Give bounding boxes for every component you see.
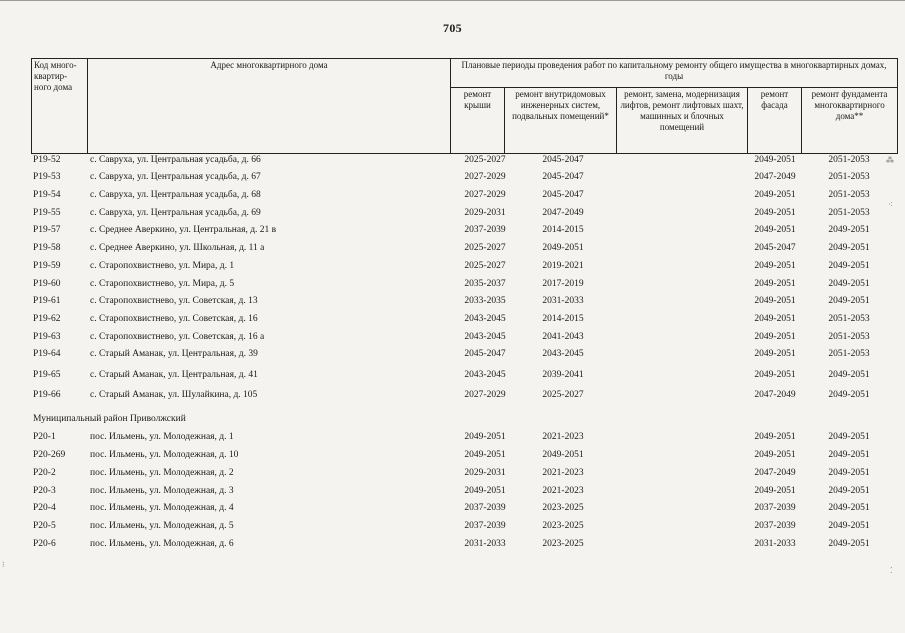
cell-roof: 2037-2039 bbox=[464, 503, 506, 513]
cell-code: Р19-64 bbox=[33, 349, 61, 359]
cell-facade: 2049-2051 bbox=[754, 261, 796, 271]
cell-facade: 2049-2051 bbox=[754, 486, 796, 496]
cell-address: с. Савруха, ул. Центральная усадьба, д. 69 bbox=[90, 208, 261, 218]
cell-roof: 2037-2039 bbox=[464, 521, 506, 531]
cell-foundation: 2049-2051 bbox=[828, 261, 870, 271]
scan-speck: ⁂ bbox=[886, 156, 894, 165]
cell-roof: 2043-2045 bbox=[464, 370, 506, 380]
cell-roof: 2029-2031 bbox=[464, 468, 506, 478]
cell-systems: 2045-2047 bbox=[542, 172, 584, 182]
cell-foundation: 2049-2051 bbox=[828, 390, 870, 400]
table-row bbox=[33, 349, 897, 362]
cell-systems: 2031-2033 bbox=[542, 296, 584, 306]
cell-foundation: 2051-2053 bbox=[828, 155, 870, 165]
cell-foundation: 2049-2051 bbox=[828, 432, 870, 442]
cell-foundation: 2049-2051 bbox=[828, 225, 870, 235]
cell-address: пос. Ильмень, ул. Молодежная, д. 2 bbox=[90, 468, 234, 478]
table-header bbox=[31, 58, 898, 154]
table-row bbox=[33, 521, 897, 534]
cell-systems: 2025-2027 bbox=[542, 390, 584, 400]
cell-address: с. Савруха, ул. Центральная усадьба, д. 67 bbox=[90, 172, 261, 182]
cell-code: Р20-1 bbox=[33, 432, 56, 442]
scan-speck: ⁝ bbox=[2, 560, 5, 569]
cell-facade: 2049-2051 bbox=[754, 349, 796, 359]
cell-roof: 2025-2027 bbox=[464, 261, 506, 271]
table-row bbox=[33, 468, 897, 481]
cell-systems: 2049-2051 bbox=[542, 450, 584, 460]
cell-facade: 2037-2039 bbox=[754, 521, 796, 531]
cell-code: Р19-58 bbox=[33, 243, 61, 253]
table-row bbox=[33, 390, 897, 403]
cell-code: Р19-63 bbox=[33, 332, 61, 342]
cell-systems: 2039-2041 bbox=[542, 370, 584, 380]
header-lifts: ремонт, замена, модернизация лифтов, ремонт лифтовых шахт, машинных и блочных помещений bbox=[617, 88, 748, 154]
cell-foundation: 2049-2051 bbox=[828, 450, 870, 460]
cell-roof: 2033-2035 bbox=[464, 296, 506, 306]
cell-code: Р20-5 bbox=[33, 521, 56, 531]
table-row bbox=[33, 486, 897, 499]
cell-roof: 2049-2051 bbox=[464, 432, 506, 442]
table-row bbox=[33, 370, 897, 383]
scan-speck: ⁖ bbox=[888, 200, 893, 209]
cell-facade: 2045-2047 bbox=[754, 243, 796, 253]
cell-facade: 2047-2049 bbox=[754, 172, 796, 182]
cell-systems: 2045-2047 bbox=[542, 155, 584, 165]
cell-code: Р19-61 bbox=[33, 296, 61, 306]
cell-systems: 2021-2023 bbox=[542, 486, 584, 496]
cell-code: Р19-55 bbox=[33, 208, 61, 218]
cell-systems: 2023-2025 bbox=[542, 521, 584, 531]
cell-roof: 2043-2045 bbox=[464, 314, 506, 324]
cell-facade: 2037-2039 bbox=[754, 503, 796, 513]
cell-address: пос. Ильмень, ул. Молодежная, д. 6 bbox=[90, 539, 234, 549]
header-foundation: ремонт фундамента многоквартирного дома** bbox=[802, 88, 898, 154]
cell-systems: 2043-2045 bbox=[542, 349, 584, 359]
cell-code: Р19-65 bbox=[33, 370, 61, 380]
table-row bbox=[33, 155, 897, 168]
cell-facade: 2049-2051 bbox=[754, 370, 796, 380]
table-row bbox=[33, 208, 897, 221]
cell-address: с. Старопохвистнево, ул. Советская, д. 16 а bbox=[90, 332, 265, 342]
cell-address: с. Савруха, ул. Центральная усадьба, д. 68 bbox=[90, 190, 261, 200]
cell-address: пос. Ильмень, ул. Молодежная, д. 1 bbox=[90, 432, 234, 442]
cell-address: с. Савруха, ул. Центральная усадьба, д. 66 bbox=[90, 155, 261, 165]
cell-foundation: 2049-2051 bbox=[828, 296, 870, 306]
cell-systems: 2023-2025 bbox=[542, 539, 584, 549]
cell-foundation: 2051-2053 bbox=[828, 190, 870, 200]
cell-foundation: 2051-2053 bbox=[828, 314, 870, 324]
cell-systems: 2017-2019 bbox=[542, 279, 584, 289]
header-systems: ремонт внутридомовых инженерных систем, подвальных помещений* bbox=[505, 88, 617, 154]
page-number: 705 bbox=[443, 21, 462, 35]
table-row bbox=[33, 190, 897, 203]
cell-systems: 2014-2015 bbox=[542, 225, 584, 235]
cell-foundation: 2049-2051 bbox=[828, 539, 870, 549]
cell-address: с. Среднее Аверкино, ул. Центральная, д. 21 в bbox=[90, 225, 277, 235]
table-row bbox=[33, 432, 897, 445]
cell-foundation: 2049-2051 bbox=[828, 243, 870, 253]
cell-facade: 2047-2049 bbox=[754, 390, 796, 400]
cell-foundation: 2049-2051 bbox=[828, 503, 870, 513]
cell-roof: 2029-2031 bbox=[464, 208, 506, 218]
cell-foundation: 2051-2053 bbox=[828, 332, 870, 342]
cell-facade: 2031-2033 bbox=[754, 539, 796, 549]
cell-facade: 2049-2051 bbox=[754, 225, 796, 235]
table-row bbox=[33, 172, 897, 185]
header-code: Код много- квартир- ного дома bbox=[32, 59, 88, 154]
cell-foundation: 2049-2051 bbox=[828, 279, 870, 289]
cell-systems: 2021-2023 bbox=[542, 432, 584, 442]
cell-roof: 2025-2027 bbox=[464, 155, 506, 165]
cell-facade: 2049-2051 bbox=[754, 332, 796, 342]
cell-address: с. Старый Аманак, ул. Центральная, д. 39 bbox=[90, 349, 258, 359]
cell-roof: 2025-2027 bbox=[464, 243, 506, 253]
cell-address: с. Старопохвистнево, ул. Мира, д. 1 bbox=[90, 261, 235, 271]
table-row bbox=[33, 279, 897, 292]
cell-foundation: 2051-2053 bbox=[828, 349, 870, 359]
cell-roof: 2031-2033 bbox=[464, 539, 506, 549]
header-facade: ремонт фасада bbox=[748, 88, 802, 154]
cell-address: пос. Ильмень, ул. Молодежная, д. 4 bbox=[90, 503, 234, 513]
cell-roof: 2043-2045 bbox=[464, 332, 506, 342]
cell-address: пос. Ильмень, ул. Молодежная, д. 5 bbox=[90, 521, 234, 531]
cell-roof: 2035-2037 bbox=[464, 279, 506, 289]
cell-address: с. Старопохвистнево, ул. Мира, д. 5 bbox=[90, 279, 235, 289]
table-row bbox=[33, 503, 897, 516]
cell-facade: 2049-2051 bbox=[754, 450, 796, 460]
cell-address: с. Старопохвистнево, ул. Советская, д. 13 bbox=[90, 296, 258, 306]
cell-code: Р20-3 bbox=[33, 486, 56, 496]
cell-systems: 2047-2049 bbox=[542, 208, 584, 218]
cell-facade: 2049-2051 bbox=[754, 432, 796, 442]
section-title: Муниципальный район Приволжский bbox=[33, 414, 186, 424]
cell-systems: 2041-2043 bbox=[542, 332, 584, 342]
cell-code: Р19-57 bbox=[33, 225, 61, 235]
cell-facade: 2049-2051 bbox=[754, 314, 796, 324]
table-row bbox=[33, 225, 897, 238]
cell-address: с. Старый Аманак, ул. Шулайкина, д. 105 bbox=[90, 390, 258, 400]
cell-systems: 2049-2051 bbox=[542, 243, 584, 253]
cell-foundation: 2049-2051 bbox=[828, 486, 870, 496]
cell-code: Р19-54 bbox=[33, 190, 61, 200]
cell-code: Р19-52 bbox=[33, 155, 61, 165]
top-scan-edge bbox=[0, 0, 905, 1]
scan-speck: ⁚ bbox=[890, 566, 893, 575]
cell-foundation: 2049-2051 bbox=[828, 370, 870, 380]
cell-roof: 2037-2039 bbox=[464, 225, 506, 235]
cell-foundation: 2051-2053 bbox=[828, 172, 870, 182]
cell-foundation: 2051-2053 bbox=[828, 208, 870, 218]
cell-systems: 2014-2015 bbox=[542, 314, 584, 324]
table-row bbox=[33, 539, 897, 552]
cell-code: Р19-66 bbox=[33, 390, 61, 400]
table-row bbox=[33, 243, 897, 256]
cell-facade: 2049-2051 bbox=[754, 155, 796, 165]
header-roof: ремонт крыши bbox=[451, 88, 505, 154]
cell-systems: 2021-2023 bbox=[542, 468, 584, 478]
table-row bbox=[33, 332, 897, 345]
cell-address: пос. Ильмень, ул. Молодежная, д. 3 bbox=[90, 486, 234, 496]
cell-code: Р19-59 bbox=[33, 261, 61, 271]
cell-code: Р19-60 bbox=[33, 279, 61, 289]
cell-address: с. Старопохвистнево, ул. Советская, д. 16 bbox=[90, 314, 258, 324]
cell-roof: 2049-2051 bbox=[464, 450, 506, 460]
cell-roof: 2049-2051 bbox=[464, 486, 506, 496]
cell-facade: 2049-2051 bbox=[754, 190, 796, 200]
header-periods: Плановые периоды проведения работ по капитальному ремонту общего имущества в многоквартирных домах, годы bbox=[451, 59, 898, 88]
cell-roof: 2027-2029 bbox=[464, 390, 506, 400]
cell-code: Р20-2 bbox=[33, 468, 56, 478]
header-address: Адрес многоквартирного дома bbox=[88, 59, 451, 154]
cell-foundation: 2049-2051 bbox=[828, 521, 870, 531]
table-row bbox=[33, 450, 897, 463]
cell-systems: 2023-2025 bbox=[542, 503, 584, 513]
cell-address: с. Старый Аманак, ул. Центральная, д. 41 bbox=[90, 370, 258, 380]
table-row bbox=[33, 296, 897, 309]
cell-address: пос. Ильмень, ул. Молодежная, д. 10 bbox=[90, 450, 239, 460]
cell-systems: 2019-2021 bbox=[542, 261, 584, 271]
cell-foundation: 2049-2051 bbox=[828, 468, 870, 478]
cell-roof: 2027-2029 bbox=[464, 172, 506, 182]
cell-facade: 2049-2051 bbox=[754, 279, 796, 289]
cell-code: Р20-269 bbox=[33, 450, 66, 460]
cell-facade: 2047-2049 bbox=[754, 468, 796, 478]
cell-code: Р19-53 bbox=[33, 172, 61, 182]
cell-address: с. Среднее Аверкино, ул. Школьная, д. 11 а bbox=[90, 243, 265, 253]
cell-facade: 2049-2051 bbox=[754, 296, 796, 306]
cell-facade: 2049-2051 bbox=[754, 208, 796, 218]
table-row bbox=[33, 261, 897, 274]
cell-systems: 2045-2047 bbox=[542, 190, 584, 200]
cell-roof: 2045-2047 bbox=[464, 349, 506, 359]
table-row bbox=[33, 314, 897, 327]
cell-code: Р19-62 bbox=[33, 314, 61, 324]
cell-code: Р20-4 bbox=[33, 503, 56, 513]
cell-code: Р20-6 bbox=[33, 539, 56, 549]
cell-roof: 2027-2029 bbox=[464, 190, 506, 200]
